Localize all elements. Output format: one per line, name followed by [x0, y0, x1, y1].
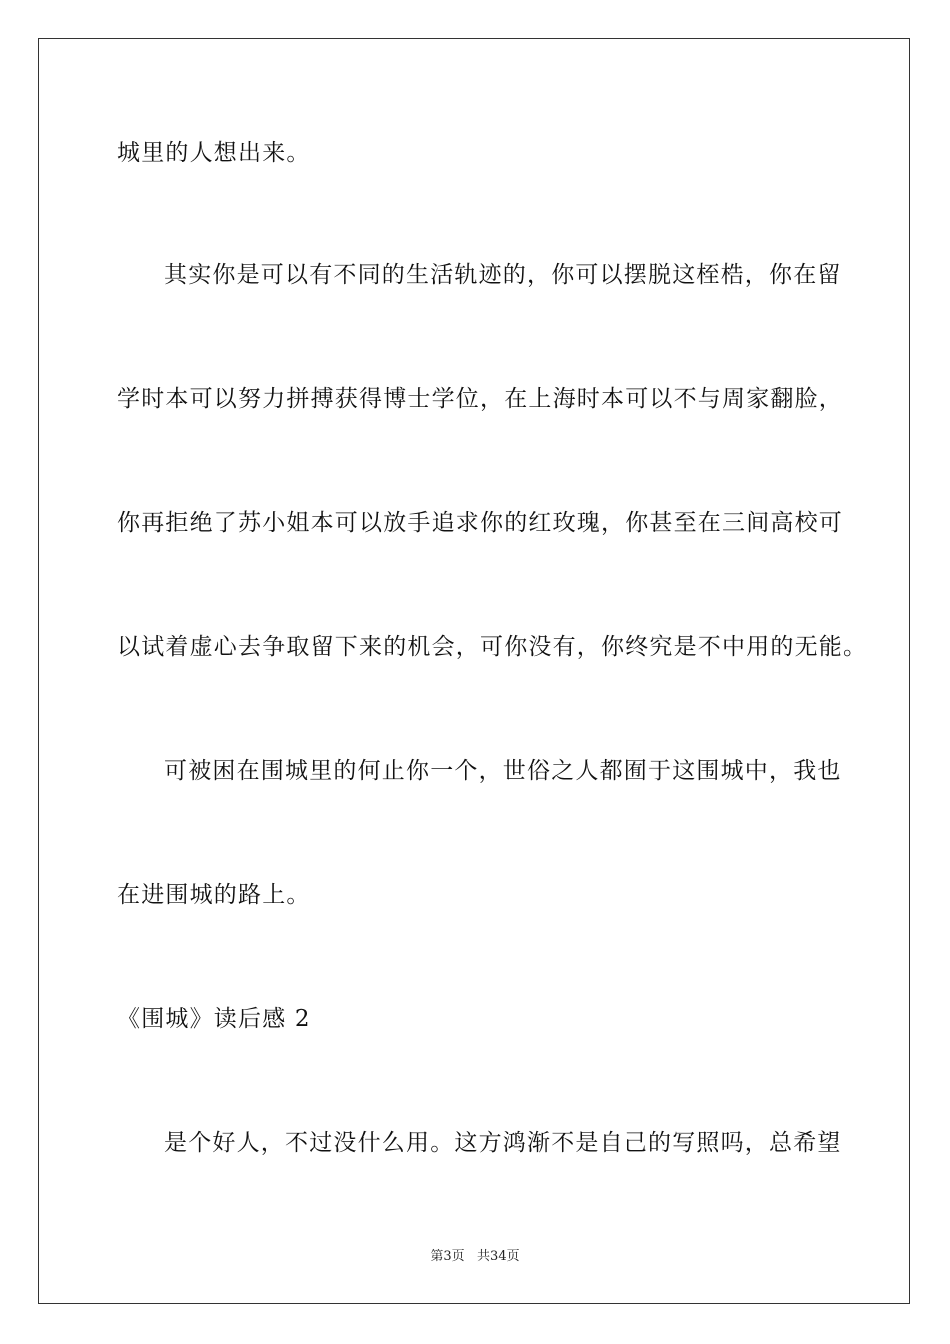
paragraph-line: 学时本可以努力拼搏获得博士学位，在上海时本可以不与周家翻脸， — [117, 386, 843, 412]
section-heading: 《围城》读后感 2 — [117, 1006, 311, 1032]
paragraph-line: 是个好人，不过没什么用。这方鸿渐不是自己的写照吗，总希望 — [164, 1130, 842, 1156]
paragraph-line: 你再拒绝了苏小姐本可以放手追求你的红玫瑰，你甚至在三间高校可 — [117, 510, 843, 536]
paragraph-line: 可被困在围城里的何止你一个，世俗之人都囿于这围城中，我也 — [164, 758, 842, 784]
page-border — [38, 38, 910, 1304]
page-number-footer: 第3页 共34页 — [430, 1249, 520, 1264]
paragraph-line: 城里的人想出来。 — [117, 140, 311, 166]
paragraph-line: 以试着虚心去争取留下来的机会，可你没有，你终究是不中用的无能。 — [117, 634, 868, 660]
paragraph-line: 在进围城的路上。 — [117, 882, 311, 908]
paragraph-line: 其实你是可以有不同的生活轨迹的，你可以摆脱这桎梏，你在留 — [164, 262, 842, 288]
